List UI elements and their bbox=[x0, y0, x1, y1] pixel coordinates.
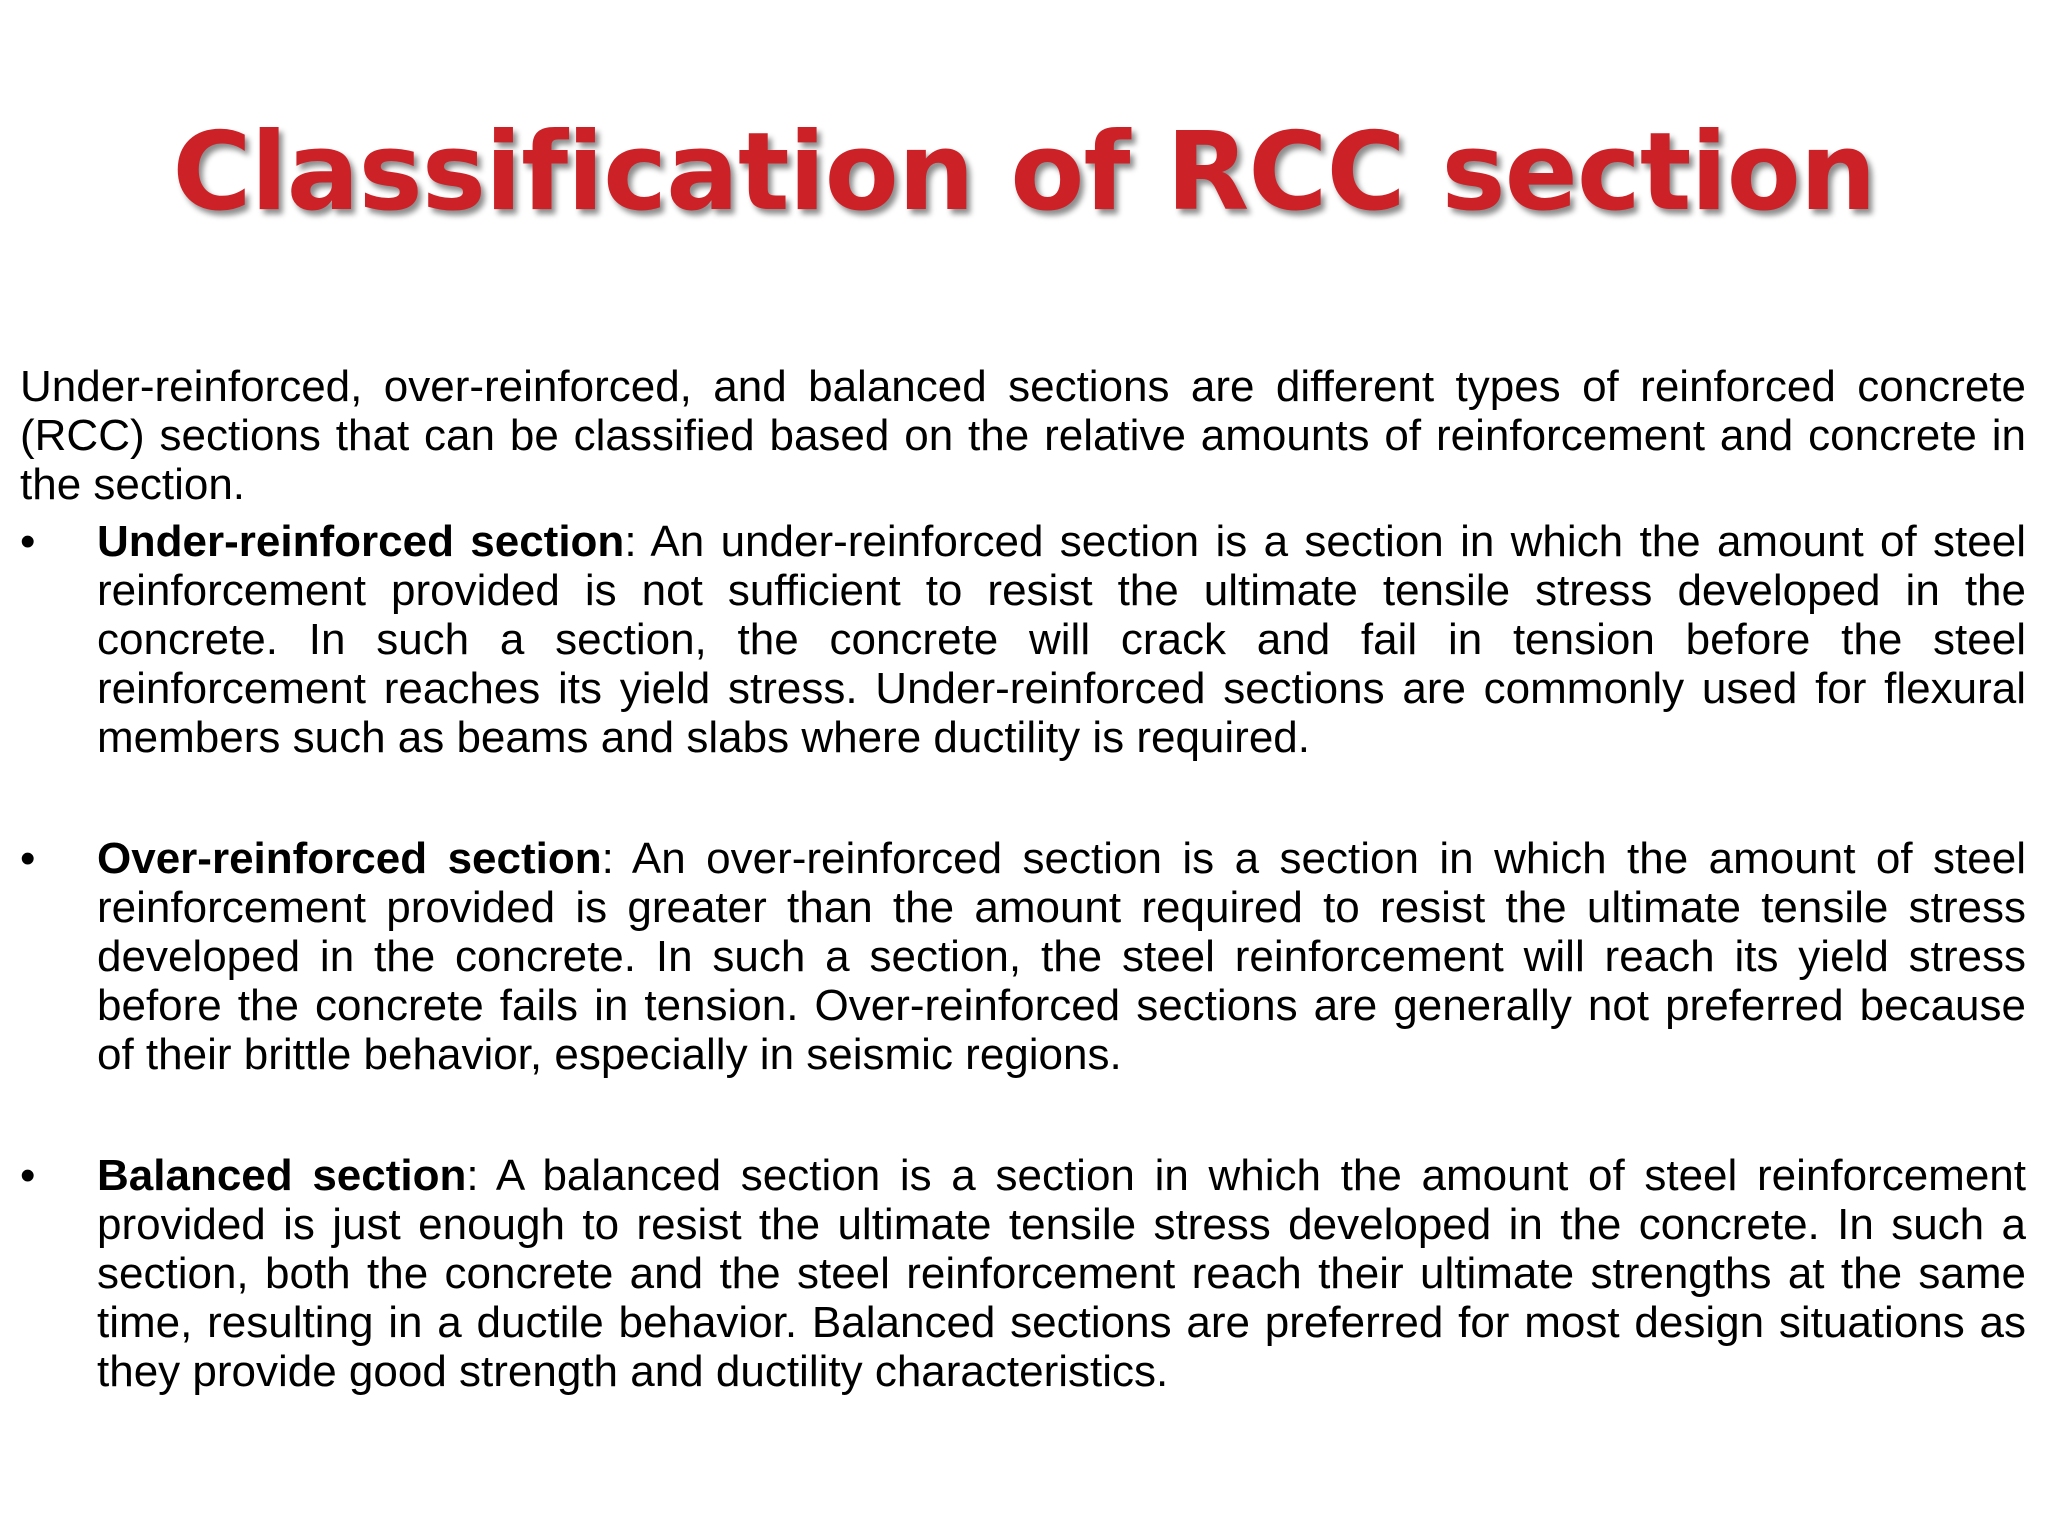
bullet-term: Over-reinforced section bbox=[97, 834, 602, 883]
slide-title: Classification of RCC section bbox=[172, 110, 1876, 235]
bullet-under-reinforced bbox=[20, 517, 2026, 762]
bullet-list bbox=[20, 517, 2026, 1396]
bullet-term: Under-reinforced section bbox=[97, 517, 625, 566]
bullet-term: Balanced section bbox=[97, 1151, 467, 1200]
bullet-icon: • bbox=[20, 834, 36, 883]
bullet-balanced bbox=[20, 1151, 2026, 1396]
bullet-text: : A balanced section is a section in which the amount of steel reinforcement provided is just enough to resist the ultimate tensile stress developed in the concrete. In such a section, both the concrete and the steel reinforcement reach their ultimate strengths at the same time, resulting in a ductile behavior. Balanced sections are preferred for most design situations as they provide good strength and ductility characteristics. bbox=[97, 1151, 2026, 1396]
bullet-text: : An over-reinforced section is a section in which the amount of steel reinforcement provided is greater than the amount required to resist the ultimate tensile stress developed in the concrete. In such a section, the steel reinforcement will reach its yield stress before the concrete fails in tension. Over-reinforced sections are generally not preferred because of their brittle behavior, especially in seismic regions. bbox=[97, 834, 2026, 1079]
bullet-over-reinforced bbox=[20, 834, 2026, 1079]
bullet-icon: • bbox=[20, 1151, 36, 1200]
intro-paragraph: Under-reinforced, over-reinforced, and balanced sections are different types of reinforced concrete (RCC) sections that can be classified based on the relative amounts of reinforcement and concrete in the section. bbox=[20, 362, 2026, 509]
bullet-text: : An under-reinforced section is a section in which the amount of steel reinforcement provided is not sufficient to resist the ultimate tensile stress developed in the concrete. In such a section, the concrete will crack and fail in tension before the steel reinforcement reaches its yield stress. Under-reinforced sections are commonly used for flexural members such as beams and slabs where ductility is required. bbox=[97, 517, 2026, 762]
slide-content bbox=[20, 362, 2026, 1396]
bullet-icon: • bbox=[20, 517, 36, 566]
